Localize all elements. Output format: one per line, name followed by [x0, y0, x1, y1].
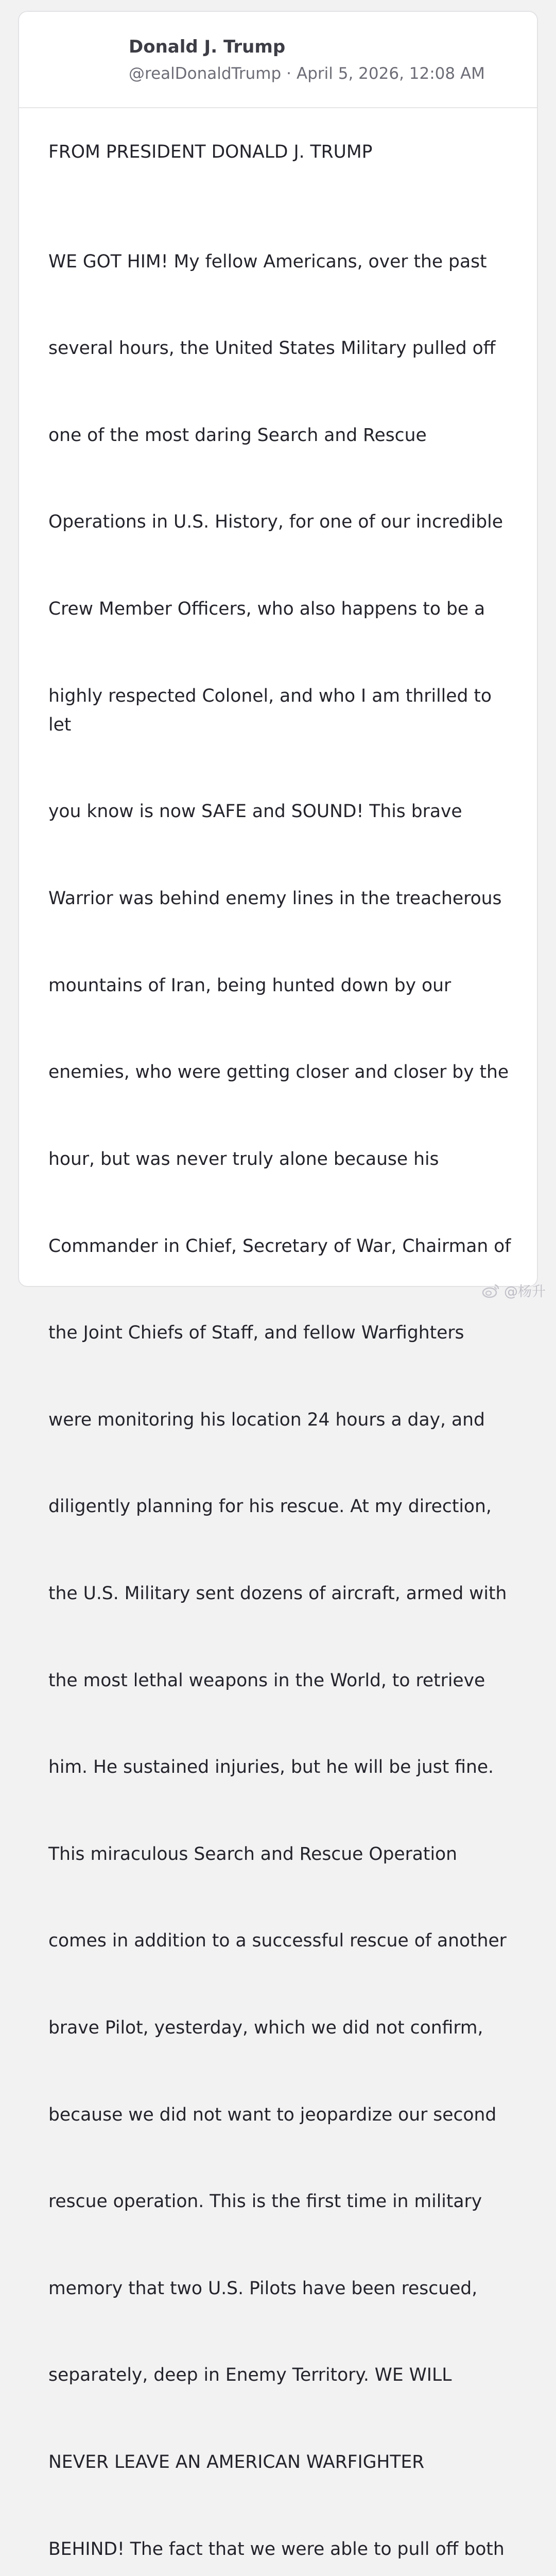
avatar[interactable]: [46, 36, 97, 87]
post-line: several hours, the United States Military pulled off: [48, 338, 496, 359]
post-line: NEVER LEAVE AN AMERICAN WARFIGHTER: [48, 2452, 425, 2473]
post-line: the U.S. Military sent dozens of aircraft, armed with: [48, 1583, 507, 1604]
watermark-text: @杨升: [504, 1284, 546, 1300]
post-line: WE GOT HIM! My fellow Americans, over the past: [48, 251, 487, 272]
post-line: memory that two U.S. Pilots have been rescued,: [48, 2278, 478, 2299]
post-line: one of the most daring Search and Rescue: [48, 425, 427, 446]
post-text: [48, 189, 517, 2576]
post-line: Commander in Chief, Secretary of War, Chairman of: [48, 1235, 511, 1257]
post-line: the most lethal weapons in the World, to retrieve: [48, 1670, 485, 1691]
post-body: [48, 138, 517, 2576]
post-line: were monitoring his location 24 hours a day, and: [48, 1409, 485, 1430]
post-line: diligently planning for his rescue. At my direction,: [48, 1496, 492, 1517]
post-line: him. He sustained injuries, but he will be just fine.: [48, 1757, 494, 1778]
meta-separator: ·: [286, 64, 292, 83]
author-name[interactable]: Donald J. Trump: [129, 37, 286, 57]
post-line: Crew Member Officers, who also happens to be a: [48, 599, 485, 620]
post-line: enemies, who were getting closer and closer by the: [48, 1062, 509, 1083]
post-line: BEHIND! The fact that we were able to pull off both: [48, 2538, 505, 2560]
post-line: This miraculous Search and Rescue Operation: [48, 1843, 458, 1865]
post-line: rescue operation. This is the first time in military: [48, 2191, 482, 2212]
post-line: mountains of Iran, being hunted down by our: [48, 975, 451, 996]
post-line: highly respected Colonel, and who I am thrilled to let: [48, 685, 497, 735]
post-line: Warrior was behind enemy lines in the treacherous: [48, 888, 502, 909]
author-handle[interactable]: @realDonaldTrump: [129, 64, 282, 83]
post-line: Operations in U.S. History, for one of our incredible: [48, 512, 503, 533]
post-line: you know is now SAFE and SOUND! This brave: [48, 801, 462, 822]
post-line: the Joint Chiefs of Staff, and fellow Warfighters: [48, 1323, 464, 1344]
post-line: separately, deep in Enemy Territory. WE WILL: [48, 2365, 452, 2386]
post-line: hour, but was never truly alone because his: [48, 1148, 439, 1170]
post-heading: FROM PRESIDENT DONALD J. TRUMP: [48, 142, 373, 162]
post-header: [19, 12, 537, 108]
post-line: because we did not want to jeopardize our second: [48, 2104, 497, 2125]
post-timestamp[interactable]: April 5, 2026, 12:08 AM: [297, 64, 485, 83]
post-meta: [129, 64, 485, 83]
weibo-icon: [481, 1283, 500, 1298]
watermark: [481, 1280, 546, 1300]
post-line: brave Pilot, yesterday, which we did not confirm,: [48, 2018, 483, 2038]
post-line: comes in addition to a successful rescue of another: [48, 1930, 507, 1952]
